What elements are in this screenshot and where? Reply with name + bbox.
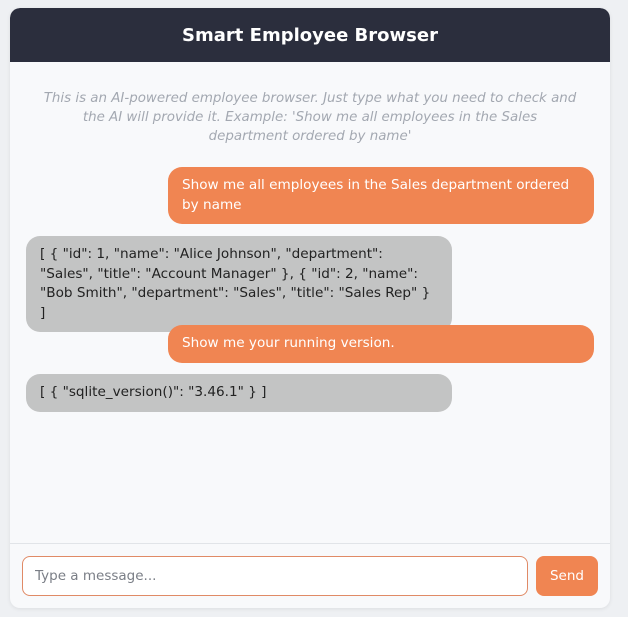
user-message: Show me your running version. [168,325,594,363]
composer-divider [10,543,610,544]
bot-message: [ { "id": 1, "name": "Alice Johnson", "department": "Sales", "title": "Account Manager" }, { "id": 2, "name": "Bob Smith", "department": "Sales", "title": "Sales Rep" } ] [26,236,452,332]
intro-text: This is an AI-powered employee browser. Just type what you need to check and the AI will provide it. Example: 'Show me all employees in the Sales department ordered by name' [43,91,577,144]
send-button[interactable]: Send [536,556,598,596]
user-message: Show me all employees in the Sales department ordered by name [168,167,594,224]
chat-window [10,8,610,608]
app-title: Smart Employee Browser [182,24,438,46]
bot-message: [ { "sqlite_version()": "3.46.1" } ] [26,374,452,412]
message-input[interactable] [22,556,528,596]
app-header [10,8,610,62]
